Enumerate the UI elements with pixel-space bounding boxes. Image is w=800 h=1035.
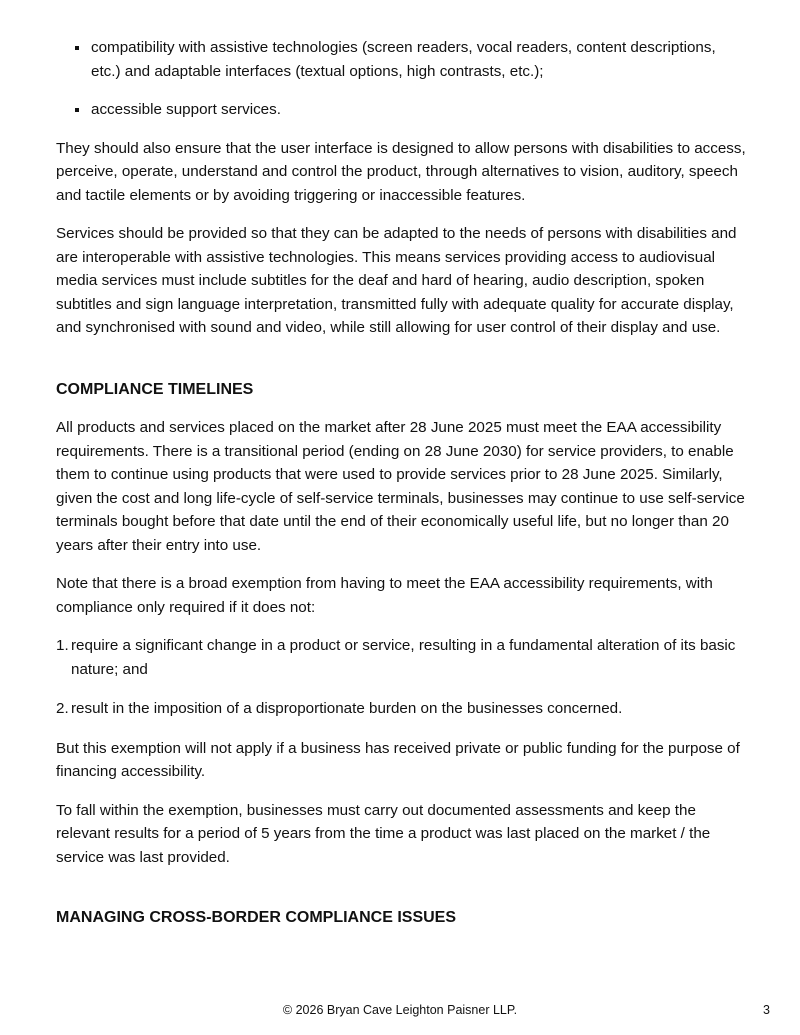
item-number: 1. <box>56 637 69 654</box>
document-body <box>56 36 746 930</box>
item-text: require a significant change in a product or service, resulting in a fundamental alteration of its basic nature; and <box>71 637 736 678</box>
list-item-text: compatibility with assistive technologies (screen readers, vocal readers, content descriptions, etc.) and adaptable interfaces (textual options, high contrasts, etc.); <box>91 39 716 80</box>
list-item <box>56 98 746 122</box>
bullet-icon <box>75 108 79 112</box>
paragraph: All products and services placed on the market after 28 June 2025 must meet the EAA accessibility requirements. There is a transitional period (ending on 28 June 2030) for service providers, to enable them to continue using products that were used to provide services prior to 28 June 2025. Similarly, given the cost and long life-cycle of self-service terminals, businesses may continue to use self-service terminals bought before that date until the end of their economically useful life, but no longer than 20 years after their entry into use. <box>56 419 745 554</box>
paragraph: Services should be provided so that they can be adapted to the needs of persons with disabilities and are interoperable with assistive technologies. This means services providing access to audiovisual media services must include subtitles for the deaf and hard of hearing, audio description, spoken subtitles and sign language interpretation, transmitted fully with adequate quality for accurate display, and synchronised with sound and video, while still allowing for user control of their display and use. <box>56 225 737 336</box>
paragraph: But this exemption will not apply if a business has received private or public funding for the purpose of financing accessibility. <box>56 739 740 780</box>
item-text: result in the imposition of a disproportionate burden on the businesses concerned. <box>71 700 623 717</box>
page-footer <box>0 1000 800 1020</box>
item-number: 2. <box>56 700 69 717</box>
numbered-item <box>56 697 746 721</box>
numbered-item <box>56 634 746 681</box>
paragraph: They should also ensure that the user interface is designed to allow persons with disabilities to access, perceive, operate, understand and control the product, through alternatives to vision, auditory, speech and tactile elements or by avoiding triggering or inaccessible features. <box>56 139 746 204</box>
section-heading-cross-border: MANAGING CROSS-BORDER COMPLIANCE ISSUES <box>56 909 457 926</box>
bullet-icon <box>75 46 79 50</box>
paragraph: To fall within the exemption, businesses must carry out documented assessments and keep the relevant results for a period of 5 years from the time a product was last placed on the market / the service was last provided. <box>56 801 711 866</box>
list-item-text: accessible support services. <box>91 101 281 118</box>
page-number: 3 <box>763 1003 770 1017</box>
bullet-list <box>56 36 746 122</box>
numbered-list <box>56 634 746 721</box>
section-heading-compliance-timelines: COMPLIANCE TIMELINES <box>56 380 254 398</box>
list-item <box>56 36 746 83</box>
paragraph: Note that there is a broad exemption from having to meet the EAA accessibility requirements, with compliance only required if it does not: <box>56 575 713 616</box>
copyright-text: © 2026 Bryan Cave Leighton Paisner LLP. <box>282 1003 518 1017</box>
